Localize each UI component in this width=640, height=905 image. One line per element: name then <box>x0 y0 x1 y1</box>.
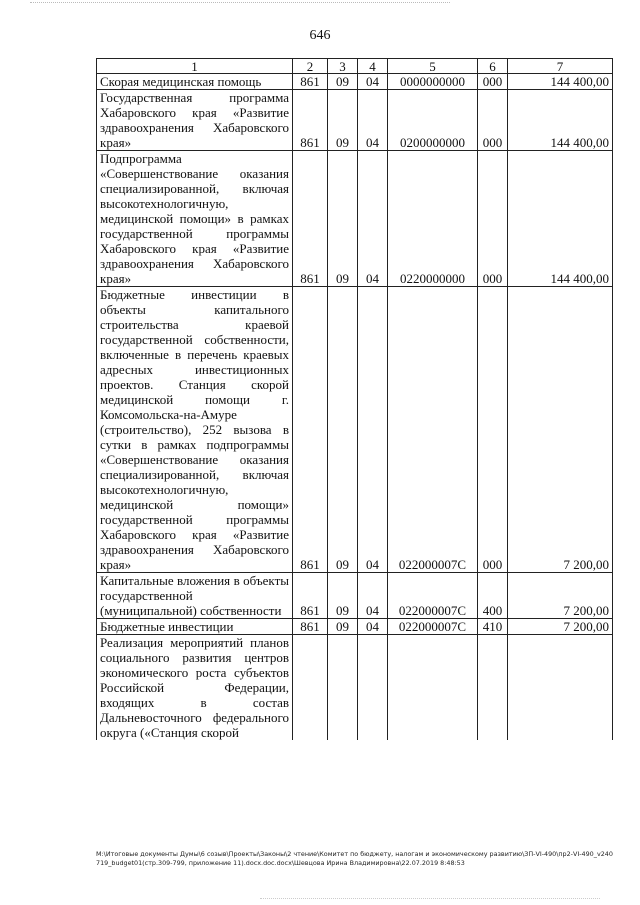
row-code-3: 09 <box>328 573 358 619</box>
row-code-6: 400 <box>478 573 508 619</box>
column-header: 4 <box>358 59 388 74</box>
file-path-footer: M:\Итоговые документы Думы\6 созыв\Проекты\Законы\2 чтение\Комитет по бюджету, налогам и экономическому развитию\ЗП-VI-490\пр2-VI-490_v240719_budget01(стр.309-799, приложение 11).docx.doc.docx\Шевцова Ирина Владимировна\22.07.2019 8:48:53 <box>96 850 613 867</box>
row-name: Скорая медицинская помощь <box>97 74 293 90</box>
row-code-5: 0000000000 <box>388 74 478 90</box>
table-row <box>97 287 613 573</box>
column-header: 3 <box>328 59 358 74</box>
row-name: Бюджетные инвестиции в объекты капитального строительства краевой государственной собственности, включенные в перечень краевых адресных инвестиционных проектов. Станция скорой медицинской помощи г. Комсомольска-на-Амуре (строительство), 252 вызова в сутки в рамках подпрограммы «Совершенствование оказания специализированной, включая высокотехнологичную, медицинской помощи» государственной программы Хабаровского края «Развитие здравоохранения Хабаровского края» <box>97 287 293 573</box>
row-code-5: 0220000000 <box>388 151 478 287</box>
budget-table <box>96 58 613 740</box>
table-row <box>97 74 613 90</box>
table-row <box>97 635 613 741</box>
row-code-5 <box>388 635 478 741</box>
page-number: 646 <box>309 28 331 43</box>
row-code-6: 000 <box>478 90 508 151</box>
column-header: 7 <box>508 59 613 74</box>
row-amount: 144 400,00 <box>508 90 613 151</box>
row-code-4: 04 <box>358 74 388 90</box>
row-amount: 144 400,00 <box>508 74 613 90</box>
scan-artifact-bottom <box>260 898 600 899</box>
row-amount: 7 200,00 <box>508 287 613 573</box>
row-code-3: 09 <box>328 74 358 90</box>
row-code-2: 861 <box>293 573 328 619</box>
row-code-2: 861 <box>293 619 328 635</box>
row-name: Подпрограмма «Совершенствование оказания специализированной, включая высокотехнологичную, медицинской помощи» в рамках государственной программы Хабаровского края «Развитие здравоохранения Хабаровского края» <box>97 151 293 287</box>
row-code-5: 022000007С <box>388 619 478 635</box>
table-header-row <box>97 59 613 74</box>
row-code-5: 022000007С <box>388 573 478 619</box>
row-code-5: 0200000000 <box>388 90 478 151</box>
row-name: Бюджетные инвестиции <box>97 619 293 635</box>
column-header: 5 <box>388 59 478 74</box>
row-code-2: 861 <box>293 151 328 287</box>
row-code-2: 861 <box>293 287 328 573</box>
column-header: 2 <box>293 59 328 74</box>
row-code-3: 09 <box>328 151 358 287</box>
table-row <box>97 619 613 635</box>
row-code-2: 861 <box>293 90 328 151</box>
row-code-3 <box>328 635 358 741</box>
row-code-2 <box>293 635 328 741</box>
column-header: 6 <box>478 59 508 74</box>
row-code-3: 09 <box>328 287 358 573</box>
row-amount <box>508 635 613 741</box>
table-row <box>97 573 613 619</box>
scan-artifact-top <box>30 2 450 9</box>
row-name: Реализация мероприятий планов социального развития центров экономического роста субъектов Российской Федерации, входящих в состав Дальневосточного федерального округа («Станция скорой <box>97 635 293 741</box>
row-code-4: 04 <box>358 287 388 573</box>
row-code-4 <box>358 635 388 741</box>
row-code-4: 04 <box>358 573 388 619</box>
row-code-3: 09 <box>328 619 358 635</box>
row-code-6: 410 <box>478 619 508 635</box>
row-code-3: 09 <box>328 90 358 151</box>
row-code-2: 861 <box>293 74 328 90</box>
row-code-6: 000 <box>478 74 508 90</box>
row-name: Капитальные вложения в объекты государственной (муниципальной) собственности <box>97 573 293 619</box>
row-amount: 7 200,00 <box>508 619 613 635</box>
row-name: Государственная программа Хабаровского края «Развитие здравоохранения Хабаровского края» <box>97 90 293 151</box>
row-code-4: 04 <box>358 90 388 151</box>
row-code-4: 04 <box>358 151 388 287</box>
row-code-5: 022000007С <box>388 287 478 573</box>
table-row <box>97 90 613 151</box>
row-code-6: 000 <box>478 287 508 573</box>
column-header: 1 <box>97 59 293 74</box>
row-amount: 7 200,00 <box>508 573 613 619</box>
row-code-6 <box>478 635 508 741</box>
row-code-6: 000 <box>478 151 508 287</box>
table-row <box>97 151 613 287</box>
row-code-4: 04 <box>358 619 388 635</box>
row-amount: 144 400,00 <box>508 151 613 287</box>
